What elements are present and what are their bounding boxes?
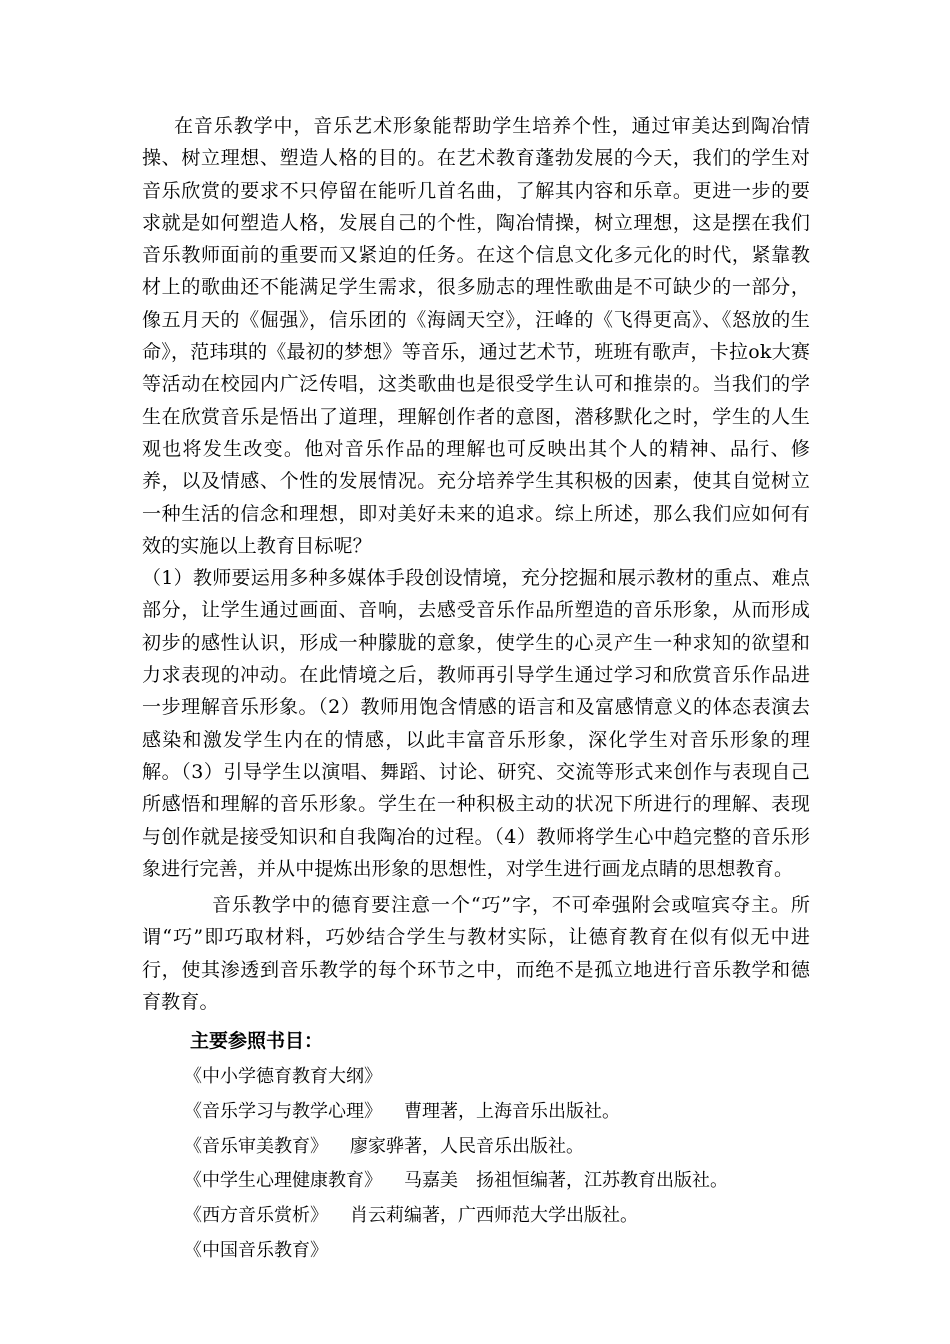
reference-title: 《中国音乐教育》 — [184, 1239, 328, 1261]
reference-title: 《音乐审美教育》 — [184, 1135, 328, 1157]
reference-title: 《音乐学习与教学心理》 — [184, 1101, 382, 1123]
reference-item — [184, 1199, 810, 1234]
reference-item — [184, 1164, 810, 1199]
document-page — [142, 110, 810, 1269]
reference-title: 《中学生心理健康教育》 — [184, 1170, 382, 1192]
reference-note: 马嘉美 扬祖恒编著，江苏教育出版社。 — [404, 1170, 728, 1192]
reference-note: 肖云莉编著，广西师范大学出版社。 — [350, 1205, 638, 1227]
reference-item — [184, 1130, 810, 1165]
reference-title: 《西方音乐赏析》 — [184, 1205, 328, 1227]
reference-item — [184, 1060, 810, 1095]
reference-note: 廖家骅著，人民音乐出版社。 — [350, 1135, 584, 1157]
reference-note: 曹理著，上海音乐出版社。 — [404, 1101, 620, 1123]
body-paragraph-2: （1）教师要运用多种多媒体手段创设情境，充分挖掘和展示教材的重点、难点部分，让学生通过画面、音响，去感受音乐作品所塑造的音乐形象，从而形成初步的感性认识，形成一种朦胧的意象，使学生的心灵产生一种求知的欲望和力求表现的冲动。在此情境之后，教师再引导学生通过学习和欣赏音乐作品进一步理解音乐形象。（2）教师用饱含情感的语言和及富感情意义的体态表演去感染和激发学生内在的情感，以此丰富音乐形象，深化学生对音乐形象的理解。（3）引导学生以演唱、舞蹈、讨论、研究、交流等形式来创作与表现自己所感悟和理解的音乐形象。学生在一种积极主动的状况下所进行的理解、表现与创作就是接受知识和自我陶冶的过程。（4）教师将学生心中趋完整的音乐形象进行完善，并从中提炼出形象的思想性，对学生进行画龙点睛的思想教育。 — [142, 567, 810, 880]
body-paragraph-3: 音乐教学中的德育要注意一个“巧”字，不可牵强附会或喧宾夺主。所谓“巧”即巧取材料，巧妙结合学生与教材实际，让德育教育在似有似无中进行，使其渗透到音乐教学的每个环节之中，而绝不是孤立地进行音乐教学和德育教育。 — [142, 894, 810, 1014]
reference-title: 《中小学德育教育大纲》 — [184, 1066, 382, 1088]
reference-item — [184, 1234, 810, 1269]
references-list — [184, 1060, 810, 1268]
body-paragraph-1: 在音乐教学中，音乐艺术形象能帮助学生培养个性，通过审美达到陶冶情操、树立理想、塑造人格的目的。在艺术教育蓬勃发展的今天，我们的学生对音乐欣赏的要求不只停留在能听几首名曲，了解其内容和乐章。更进一步的要求就是如何塑造人格，发展自己的个性，陶冶情操，树立理想，这是摆在我们音乐教师面前的重要而又紧迫的任务。在这个信息文化多元化的时代，紧靠教材上的歌曲还不能满足学生需求，很多励志的理性歌曲是不可缺少的一部分，像五月天的《倔强》，信乐团的《海阔天空》，汪峰的《飞得更高》、《怒放的生命》，范玮琪的《最初的梦想》等音乐，通过艺术节，班班有歌声，卡拉ok大赛等活动在校园内广泛传唱，这类歌曲也是很受学生认可和推崇的。当我们的学生在欣赏音乐是悟出了道理，理解创作者的意图，潜移默化之时，学生的人生观也将发生改变。他对音乐作品的理解也可反映出其个人的精神、品行、修养，以及情感、个性的发展情况。充分培养学生其积极的因素，使其自觉树立一种生活的信念和理想，即对美好未来的追求。综上所述，那么我们应如何有效的实施以上教育目标呢？ — [142, 115, 810, 557]
references-heading: 主要参照书目： — [190, 1030, 324, 1053]
reference-item — [184, 1095, 810, 1130]
